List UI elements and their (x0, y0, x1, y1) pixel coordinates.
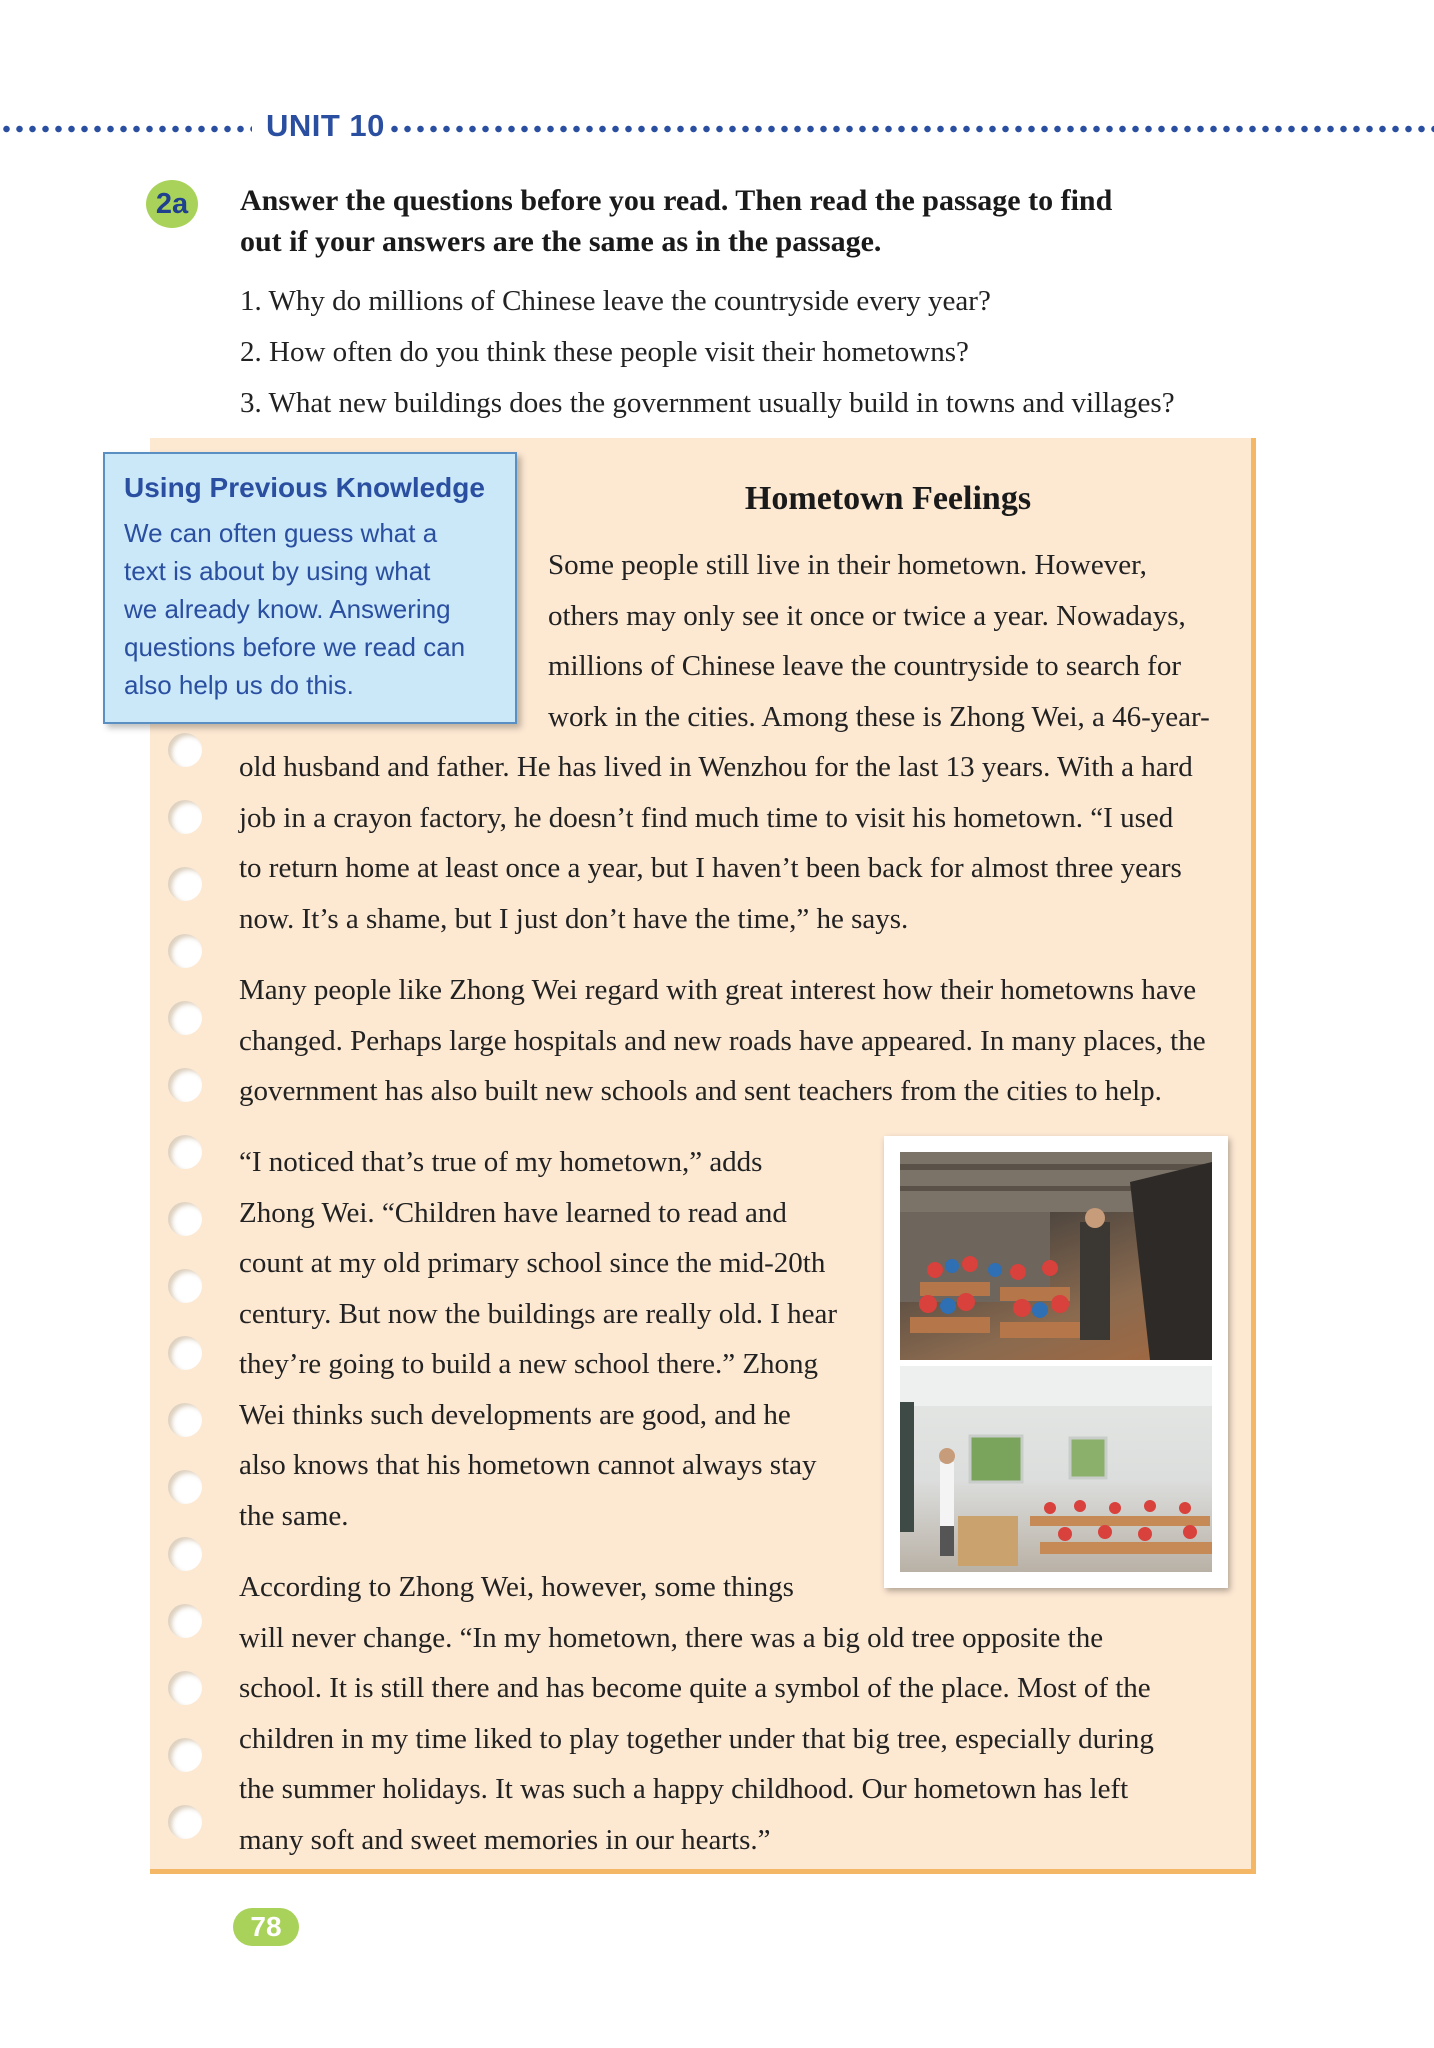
paragraph-4 (239, 1562, 1154, 1865)
notebook-ring (168, 1001, 202, 1035)
notebook-ring (168, 1537, 202, 1571)
header-dots-right (388, 124, 1434, 134)
tip-title: Using Previous Knowledge (124, 472, 485, 503)
text-line: “I noticed that’s true of my hometown,” adds (239, 1146, 763, 1178)
tip-text (124, 514, 497, 704)
text-line: children in my time liked to play together under that big tree, especially during (239, 1722, 1154, 1755)
text-line: count at my old primary school since the mid-20th (239, 1247, 826, 1279)
reading-tip-box (103, 452, 517, 724)
old-classroom-illustration (900, 1152, 1212, 1360)
notebook-ring (168, 1738, 202, 1772)
tip-line: we already know. Answering (124, 594, 451, 624)
text-line: government has also built new schools and sent teachers from the cities to help. (239, 1075, 1162, 1107)
unit-label: UNIT 10 (266, 108, 385, 143)
text-line: will never change. “In my hometown, there was a big old tree opposite the (239, 1621, 1104, 1654)
tip-line: questions before we read can (124, 632, 466, 662)
text-line: According to Zhong Wei, however, some things (239, 1571, 794, 1603)
notebook-ring (168, 1470, 202, 1504)
text-line: the same. (239, 1499, 349, 1532)
question-item: 3. What new buildings does the government usually build in towns and villages? (240, 387, 1175, 419)
text-line: school. It is still there and has become quite a symbol of the place. Most of the (239, 1672, 1151, 1704)
notebook-ring (168, 1671, 202, 1705)
text-line: old husband and father. He has lived in Wenzhou for the last 13 years. With a hard (239, 751, 1193, 783)
text-line: job in a crayon factory, he doesn’t find much time to visit his hometown. “I used (239, 801, 1174, 834)
question-item: 2. How often do you think these people visit their hometowns? (240, 336, 969, 368)
notebook-ring (168, 1403, 202, 1437)
old-classroom-photo (900, 1152, 1212, 1360)
notebook-ring (168, 934, 202, 968)
notebook-ring (168, 733, 202, 767)
new-classroom-photo (900, 1366, 1212, 1572)
notebook-ring (168, 1202, 202, 1236)
text-line: others may only see it once or twice a year. Nowadays, (548, 599, 1186, 632)
notebook-ring (168, 1604, 202, 1638)
text-line: changed. Perhaps large hospitals and new roads have appeared. In many places, the (239, 1024, 1206, 1057)
tip-line: also help us do this. (124, 670, 354, 700)
passage-title: Hometown Feelings (744, 480, 1032, 517)
paragraph-3 (239, 1137, 837, 1541)
notebook-ring (168, 1269, 202, 1303)
new-classroom-illustration (900, 1366, 1212, 1572)
text-line: century. But now the buildings are really old. I hear (239, 1297, 838, 1330)
text-line: Zhong Wei. “Children have learned to read and (239, 1196, 787, 1229)
paragraph-2 (239, 965, 1206, 1117)
text-line: Many people like Zhong Wei regard with great interest how their hometowns have (239, 974, 1197, 1006)
question-item: 1. Why do millions of Chinese leave the countryside every year? (240, 285, 991, 317)
text-line: now. It’s a shame, but I just don’t have the time,” he says. (239, 902, 909, 935)
photo-frame (884, 1136, 1228, 1588)
header-dots-left (0, 124, 252, 134)
text-line: many soft and sweet memories in our hearts.” (239, 1823, 771, 1856)
text-line: millions of Chinese leave the countryside to search for (548, 650, 1181, 682)
instruction-line: Answer the questions before you read. Then read the passage to find (240, 184, 1113, 217)
text-line: they’re going to build a new school there.” Zhong (239, 1348, 819, 1380)
text-line: also knows that his hometown cannot always stay (239, 1449, 817, 1481)
paragraph-1-top (548, 540, 1210, 742)
exercise-instructions (240, 180, 1320, 262)
tip-line: text is about by using what (124, 556, 431, 586)
notebook-ring (168, 1336, 202, 1370)
tip-line: We can often guess what a (124, 518, 438, 548)
notebook-ring (168, 800, 202, 834)
text-line: Wei thinks such developments are good, and he (239, 1398, 791, 1431)
notebook-ring (168, 867, 202, 901)
text-line: work in the cities. Among these is Zhong Wei, a 46-year- (548, 700, 1210, 733)
text-line: the summer holidays. It was such a happy childhood. Our hometown has left (239, 1773, 1129, 1805)
paragraph-1-bottom (239, 742, 1193, 944)
notebook-ring (168, 1805, 202, 1839)
exercise-badge: 2a (146, 180, 198, 228)
notebook-ring (168, 1068, 202, 1102)
notebook-ring (168, 1135, 202, 1169)
page-number: 78 (233, 1908, 299, 1946)
question-list (240, 276, 1340, 429)
text-line: to return home at least once a year, but I haven’t been back for almost three years (239, 852, 1182, 884)
instruction-line: out if your answers are the same as in the passage. (240, 225, 882, 258)
text-line: Some people still live in their hometown. However, (548, 549, 1147, 581)
